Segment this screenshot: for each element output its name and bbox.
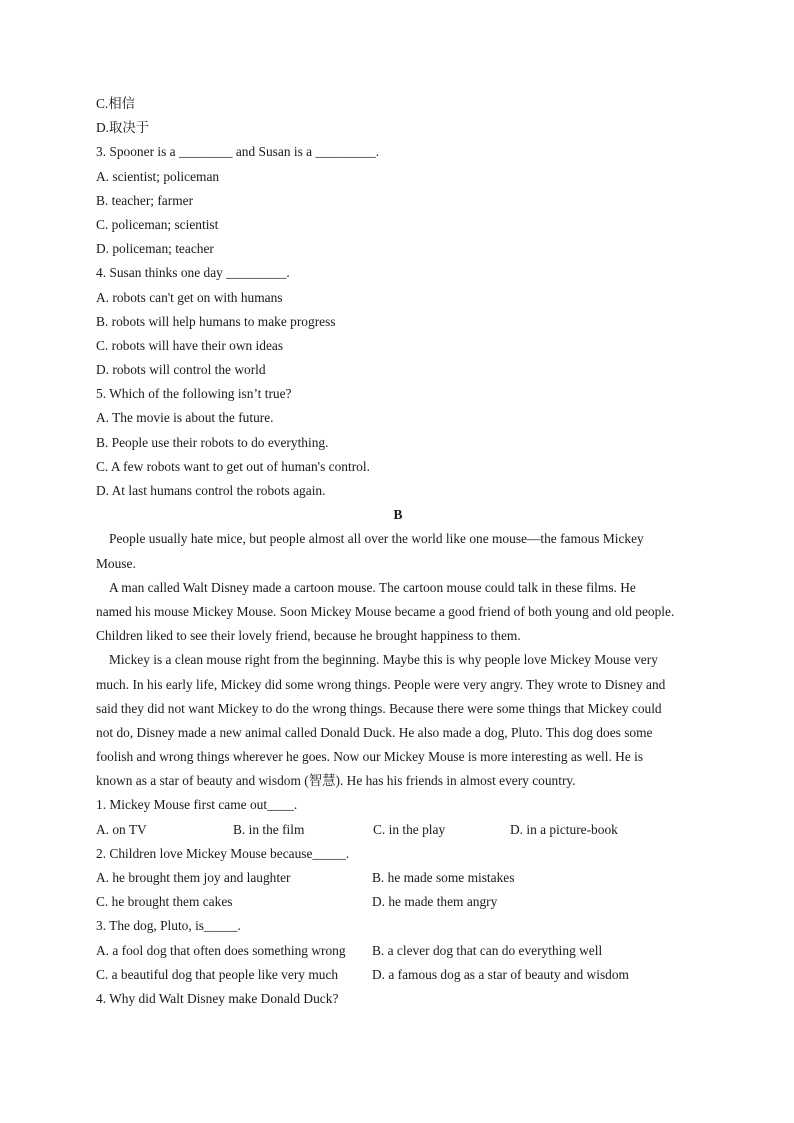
document-page [96,92,700,1011]
passage-line: People usually hate mice, but people almost all over the world like one mouse—the famous Mickey [109,531,644,547]
passage-paragraph [96,648,700,793]
question-stem: 2. Children love Mickey Mouse because_____. [96,845,350,861]
passage-line: said they did not want Mickey to do the wrong things. Because there were some things that Mickey could [96,700,662,716]
passage-line: not do, Disney made a new animal called Donald Duck. He also made a dog, Pluto. This dog does some [96,724,653,740]
option-c: C. a beautiful dog that people like very much [96,966,339,982]
option-line: D. robots will control the world [96,362,266,378]
option-line: D. policeman; teacher [96,241,214,257]
question-stem: 4. Why did Walt Disney make Donald Duck? [96,990,339,1006]
option-c: C. in the play [373,821,446,837]
options-row [96,963,700,987]
question-stem: 4. Susan thinks one day _________. [96,265,290,281]
passage-line: Mickey is a clean mouse right from the beginning. Maybe this is why people love Mickey Mouse very [109,652,658,668]
question-stem: 3. The dog, Pluto, is_____. [96,918,241,934]
option-line: B. teacher; farmer [96,192,194,208]
option-line: C.相信 [96,96,136,111]
option-b: B. a clever dog that can do everything well [372,942,603,958]
option-b: B. in the film [233,821,305,837]
option-c: C. he brought them cakes [96,894,233,910]
option-line: A. robots can't get on with humans [96,289,283,305]
option-a: A. he brought them joy and laughter [96,870,291,885]
option-line: C. policeman; scientist [96,216,219,232]
passage-paragraph [96,576,700,649]
options-row [96,890,700,914]
passage-line: foolish and wrong things wherever he goes. Now our Mickey Mouse is more interesting as well. He is [96,749,644,765]
option-d: D. a famous dog as a star of beauty and wisdom [372,966,629,982]
question-stem: 5. Which of the following isn’t true? [96,386,292,402]
option-line: D. At last humans control the robots again. [96,483,326,498]
options-row [96,818,700,842]
option-d: D. in a picture-book [510,821,618,837]
option-line: A. The movie is about the future. [96,410,274,426]
option-b: B. he made some mistakes [372,870,515,885]
passage-paragraph [96,527,700,575]
passage-line: Mouse. [96,555,136,571]
option-a: A. on TV [96,821,147,837]
option-line: C. robots will have their own ideas [96,337,284,353]
option-line: B. robots will help humans to make progress [96,313,336,329]
option-line: D.取决于 [96,120,150,136]
passage-line: known as a star of beauty and wisdom (智慧). He has his friends in almost every country. [96,773,576,789]
question-stem: 1. Mickey Mouse first came out____. [96,797,298,813]
section-title: B [393,507,403,523]
option-line: B. People use their robots to do everything. [96,434,329,450]
passage-line: much. In his early life, Mickey did some wrong things. People were very angry. They wrote to Disney and [96,676,666,692]
passage-line: A man called Walt Disney made a cartoon mouse. The cartoon mouse could talk in these films. He [109,579,636,595]
option-line: A. scientist; policeman [96,168,220,184]
question-stem: 3. Spooner is a ________ and Susan is a _________. [96,144,380,160]
option-a: A. a fool dog that often does something wrong [96,942,346,958]
passage-line: Children liked to see their lovely friend, because he brought happiness to them. [96,628,521,644]
passage-line: named his mouse Mickey Mouse. Soon Mickey Mouse became a good friend of both young and old people. [96,603,675,619]
options-row [96,939,700,963]
option-line: C. A few robots want to get out of human's control. [96,458,370,474]
option-d: D. he made them angry [372,894,498,910]
options-row [96,866,700,890]
